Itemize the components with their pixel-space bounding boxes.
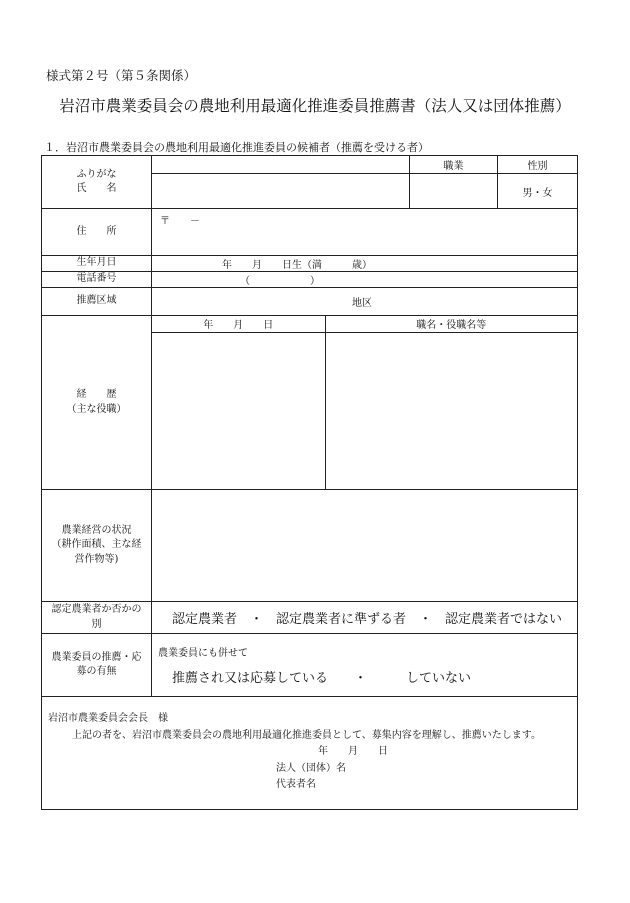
- representative-label: 代表者名: [276, 779, 316, 790]
- certified-sublabel: 別: [91, 618, 102, 630]
- career-sublabel: （主な役職）: [66, 403, 127, 415]
- career-grid: [152, 316, 577, 489]
- recommend-note: 農業委員にも併せて: [158, 648, 248, 659]
- career-area: [152, 316, 578, 490]
- org-name-label: 法人（団体）名: [276, 762, 346, 774]
- statement: 上記の者を、岩沼市農業委員会の農地利用最適化推進委員として、募集内容を理解し、推薦いたします。: [72, 729, 541, 741]
- birthdate-input[interactable]: [152, 256, 578, 272]
- farm-status-label-cell: [42, 490, 152, 602]
- farm-status-sublabel-2: 営作物等): [74, 553, 119, 565]
- region-input[interactable]: [152, 288, 578, 316]
- footer-cell: [42, 697, 578, 810]
- document-title: 岩沼市農業委員会の農地利用最適化推進委員推薦書（法人又は団体推薦）: [59, 97, 571, 115]
- recommend-label-cell: [42, 634, 152, 697]
- career-date-header: 年 月 日: [152, 316, 325, 332]
- region-label: 推薦区域: [42, 288, 152, 316]
- phone-label: 電話番号: [42, 272, 152, 288]
- name-label-cell: [42, 156, 152, 209]
- occupation-header: 職業: [410, 156, 498, 174]
- address-input[interactable]: [152, 209, 578, 256]
- farm-status-input[interactable]: [152, 490, 578, 602]
- career-title-input[interactable]: [325, 332, 577, 489]
- recommend-options[interactable]: 推薦され又は応募している ・ していない: [172, 671, 472, 686]
- farm-status-sublabel-1: （耕作面積、主な経: [51, 539, 142, 551]
- gender-choice[interactable]: 男・女: [498, 174, 578, 209]
- certified-label-cell: [42, 602, 152, 634]
- address-label: 住 所: [42, 209, 152, 256]
- recommendation-form-table: [41, 155, 578, 810]
- recommend-label: 農業委員の推薦・応: [51, 651, 142, 663]
- birthdate-template: 年 月 日生（満 歳）: [222, 260, 372, 271]
- name-label: 氏 名: [76, 183, 117, 194]
- name-input[interactable]: [152, 174, 410, 209]
- section-title: １．岩沼市農業委員会の農地利用最適化推進委員の候補者（推薦を受ける者）: [44, 141, 429, 154]
- region-suffix: 地区: [352, 298, 372, 309]
- recommend-cell[interactable]: [152, 634, 578, 697]
- furigana-label: ふりがな: [76, 168, 117, 180]
- certified-options[interactable]: 認定農業者 ・ 認定農業者に準ずる者 ・ 認定農業者ではない: [152, 602, 578, 634]
- furigana-input[interactable]: [152, 156, 410, 174]
- date-line: 年 月 日: [318, 746, 388, 757]
- career-label-cell: [42, 316, 152, 490]
- phone-template: （ ）: [240, 276, 320, 287]
- addressee: 岩沼市農業委員会会長 様: [48, 713, 168, 724]
- occupation-input[interactable]: [410, 174, 498, 209]
- phone-input[interactable]: [152, 272, 578, 288]
- form-number: 様式第２号（第５条関係）: [46, 68, 197, 83]
- certified-label: 認定農業者か否かの: [51, 604, 142, 615]
- gender-header: 性別: [498, 156, 578, 174]
- career-title-header: 職名・役職名等: [325, 316, 577, 332]
- postal-mark: 〒 －: [160, 216, 200, 227]
- farm-status-label: 農業経営の状況: [61, 524, 132, 536]
- career-date-input[interactable]: [152, 332, 325, 489]
- career-label: 経 歴: [76, 389, 117, 400]
- recommend-sublabel: 募の有無: [76, 666, 117, 677]
- birthdate-label: 生年月日: [42, 256, 152, 272]
